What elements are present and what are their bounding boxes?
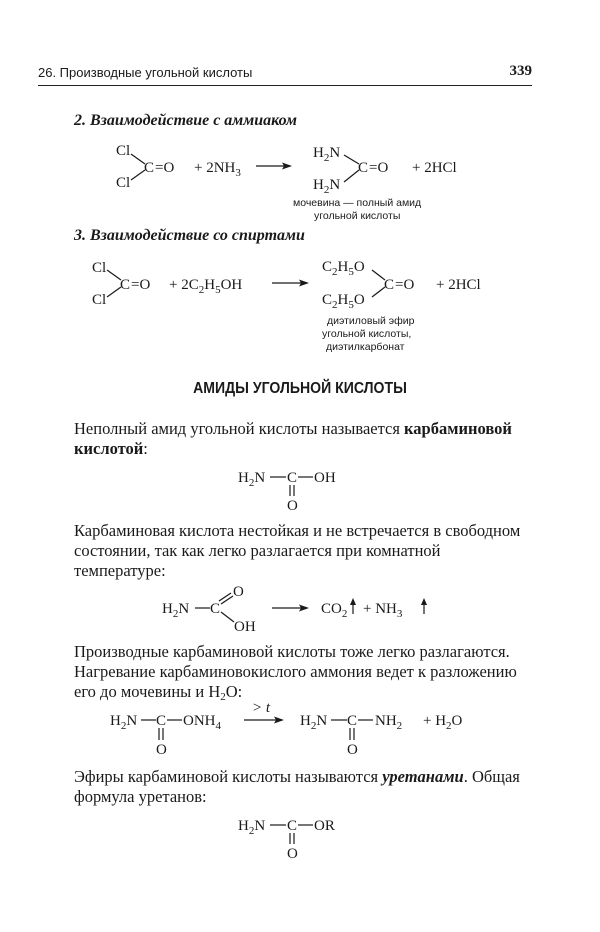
- r2-reagent: + $2NH_3$: [194, 160, 241, 179]
- r3-cl-top: Cl: [92, 260, 107, 276]
- svg-text:C: C: [347, 713, 358, 729]
- r3-caption-1: диэтиловый эфир: [327, 315, 415, 327]
- r2-byproduct: + 2HCl: [412, 160, 457, 176]
- svg-text:ONH4: $ONH_4$: [183, 713, 221, 732]
- section-title: АМИДЫ УГОЛЬНОЙ КИСЛОТЫ: [193, 380, 407, 397]
- r3-cl-bottom: Cl: [92, 292, 107, 308]
- r3-byproduct: + 2HCl: [436, 277, 481, 293]
- condition-heat: > t: [252, 700, 271, 716]
- paragraph-unstable: Карбаминовая кислота нестойкая и не встречается в свободном состоянии, так как легко разлагается при комнатной температуре:: [74, 521, 521, 580]
- svg-text:+ NH3: + $NH_3$: [363, 601, 403, 620]
- svg-text:+ H2O: + $H_2O$: [423, 713, 463, 732]
- r2-amine-top: $H_2N$: [313, 145, 341, 164]
- r2-amine-bottom: $H_2N$: [313, 177, 341, 196]
- svg-text:O: O: [287, 846, 298, 862]
- paragraph-urethanes: Эфиры карбаминовой кислоты называются уретанами. Общая формула уретанов:: [74, 767, 520, 806]
- svg-text:H2N: $H_2N$: [238, 818, 266, 837]
- r3-carbon: C: [120, 277, 131, 293]
- svg-text:O: O: [233, 584, 244, 600]
- r2-caption-1: мочевина — полный амид: [293, 197, 422, 209]
- r2-carbonyl: =O: [155, 160, 175, 176]
- paragraph-carbamic-acid: Неполный амид угольной кислоты называется карбаминовой кислотой:: [74, 419, 512, 458]
- heading-alcohols: 3. Взаимодействие со спиртами: [74, 227, 305, 244]
- heading-ammonia: 2. Взаимодействие с аммиаком: [74, 112, 297, 129]
- page-number: 339: [509, 63, 532, 79]
- svg-text:O: O: [156, 742, 167, 758]
- r2-p-carbonyl: =O: [369, 160, 389, 176]
- svg-text:O: O: [287, 498, 298, 514]
- svg-text:OH: OH: [234, 619, 256, 635]
- r3-p-carbonyl: =O: [395, 277, 415, 293]
- r2-cl-bottom: Cl: [116, 175, 131, 191]
- r3-ethoxy-bottom: $C_2H_5O$: [322, 292, 365, 311]
- svg-text:CO2: $CO_2$: [321, 601, 348, 620]
- svg-text:H2N: $H_2N$: [300, 713, 328, 732]
- r3-caption-2: угольной кислоты,: [322, 328, 412, 340]
- svg-text:O: O: [347, 742, 358, 758]
- svg-text:H2N: $H_2N$: [110, 713, 138, 732]
- svg-text:C: C: [287, 470, 298, 486]
- r3-reagent: + $2C_2H_5OH$: [169, 277, 243, 296]
- svg-text:OR: OR: [314, 818, 335, 834]
- r3-p-carbon: C: [384, 277, 395, 293]
- svg-text:H2N: $H_2N$: [162, 601, 190, 620]
- r2-p-carbon: C: [358, 160, 369, 176]
- r3-caption-3: диэтилкарбонат: [326, 341, 405, 353]
- svg-text:C: C: [287, 818, 298, 834]
- r3-ethoxy-top: $C_2H_5O$: [322, 259, 365, 278]
- svg-text:NH2: $NH_2$: [375, 713, 403, 732]
- svg-text:C: C: [210, 601, 221, 617]
- r2-carbon: C: [144, 160, 155, 176]
- svg-text:OH: OH: [314, 470, 336, 486]
- svg-text:C: C: [156, 713, 167, 729]
- running-title: 26. Производные угольной кислоты: [38, 65, 253, 80]
- r2-caption-2: угольной кислоты: [314, 210, 401, 222]
- paragraph-derivatives: Производные карбаминовой кислоты тоже легко разлагаются. Нагревание карбаминовокислого аммония ведет к разложению его до мочевины и H2O:: [74, 642, 517, 703]
- r2-cl-top: Cl: [116, 143, 131, 159]
- r3-carbonyl: =O: [131, 277, 151, 293]
- svg-text:H2N: $H_2N$: [238, 470, 266, 489]
